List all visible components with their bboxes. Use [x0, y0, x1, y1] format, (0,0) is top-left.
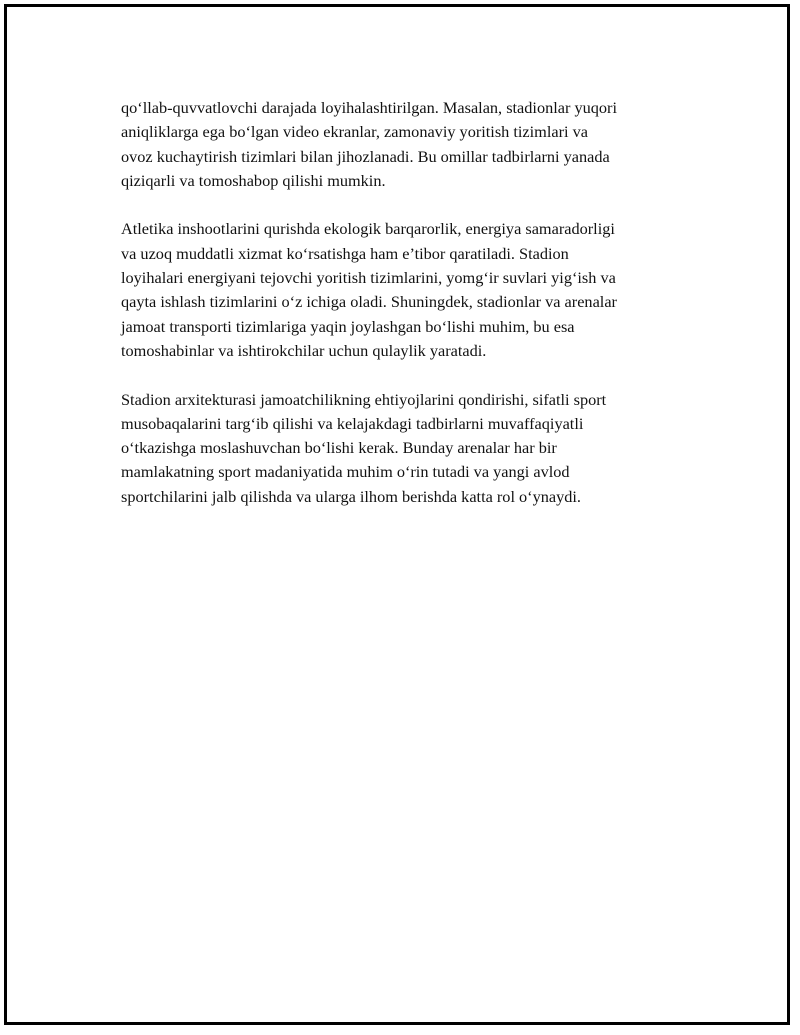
- paragraph-1: [121, 96, 681, 193]
- text-line: jamoat transporti tizimlariga yaqin joylashgan bo‘lishi muhim, bu esa: [121, 316, 575, 336]
- text-line: ovoz kuchaytirish tizimlari bilan jihozlanadi. Bu omillar tadbirlarni yanada: [121, 146, 610, 166]
- text-line: musobaqalarini targ‘ib qilishi va kelajakdagi tadbirlarni muvaffaqiyatli: [121, 413, 584, 433]
- text-line: qiziqarli va tomoshabop qilishi mumkin.: [121, 170, 386, 190]
- text-line: qayta ishlash tizimlarini o‘z ichiga oladi. Shuningdek, stadionlar va arenalar: [121, 292, 617, 312]
- text-line: tomoshabinlar va ishtirokchilar uchun qulaylik yaratadi.: [121, 340, 487, 360]
- text-line: Atletika inshootlarini qurishda ekologik barqarorlik, energiya samaradorligi: [121, 219, 615, 239]
- paragraph-2: [121, 217, 681, 363]
- text-line: o‘tkazishga moslashuvchan bo‘lishi kerak. Bunday arenalar har bir: [121, 438, 557, 458]
- document-body: [121, 96, 681, 533]
- page-frame: [4, 4, 790, 1025]
- text-line: loyihalari energiyani tejovchi yoritish tizimlarini, yomg‘ir suvlari yig‘ish va: [121, 268, 616, 288]
- text-line: va uzoq muddatli xizmat ko‘rsatishga ham e’tibor qaratiladi. Stadion: [121, 243, 569, 263]
- text-line: qo‘llab-quvvatlovchi darajada loyihalashtirilgan. Masalan, stadionlar yuqori: [121, 98, 617, 117]
- paragraph-3: [121, 388, 681, 509]
- text-line: aniqliklarga ega bo‘lgan video ekranlar, zamonaviy yoritish tizimlari va: [121, 122, 588, 142]
- text-line: sportchilarini jalb qilishda va ularga ilhom berishda katta rol o‘ynaydi.: [121, 486, 581, 506]
- text-line: mamlakatning sport madaniyatida muhim o‘rin tutadi va yangi avlod: [121, 462, 570, 482]
- text-line: Stadion arxitekturasi jamoatchilikning ehtiyojlarini qondirishi, sifatli sport: [121, 389, 607, 409]
